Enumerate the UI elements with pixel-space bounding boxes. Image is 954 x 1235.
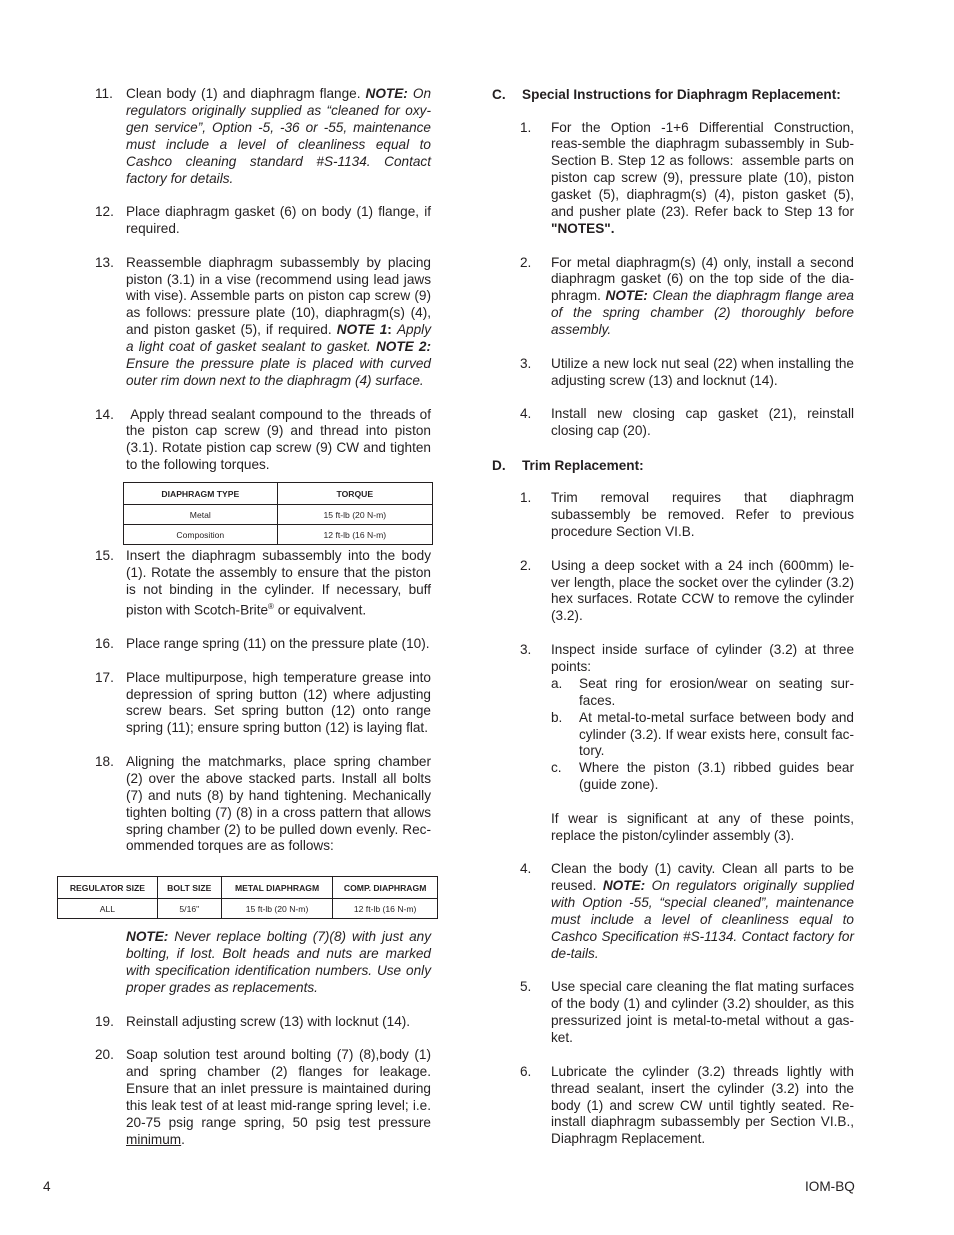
table-row — [124, 505, 433, 525]
step-number: 11. — [95, 86, 113, 101]
step-text: Aligning the matchmarks, place spring chamber (2) over the above stacked parts. Install all bolts (7) and nuts (8) by hand tightening. Mechanically tighten bolting (7) (8) in a cross pattern that allows spring chamber (2) to be pulled down evenly. Rec-ommended torques are as follows: — [126, 753, 431, 854]
section-step-2 — [520, 255, 854, 340]
section-step-1 — [520, 120, 854, 238]
table-row — [124, 525, 433, 545]
step-number: 2. — [520, 254, 532, 270]
step-text: Reassemble diaphragm subassembly by placing piston (3.1) in a vise (recommend using lead jaws with vise). Assemble parts on piston cap screw (9) as follows: pressure plate (10), diaphragm(s) (4), and piston gasket (5), if required. NOTE 1: Apply a light coat of gasket sealant to gasket. NOTE 2: Ensure the pressure plate is placed with curved outer rim down next to the diaphragm (4) surface. — [126, 254, 432, 388]
section-step-4 — [520, 406, 854, 440]
step-text: Utilize a new lock nut seal (22) when installing the adjusting screw (13) and locknut (14). — [551, 355, 854, 388]
step-number: 20. — [95, 1047, 114, 1063]
step-number: 12. — [95, 204, 114, 220]
step-text: Lubricate the cylinder (3.2) threads lightly with thread sealant, insert the cylinder (3.2) into the body (1) and screw CW until tightly seated. Re-install diaphragm subassembly per Section VI.B., Diaphragm Replacement. — [551, 1063, 854, 1147]
section-heading-c — [492, 86, 854, 103]
torque-table — [123, 482, 433, 545]
sub-step-text: Where the piston (3.1) ribbed guides bear (guide zone). — [579, 760, 854, 793]
sub-step — [551, 676, 854, 710]
step-number: 2. — [520, 557, 532, 573]
step-text: Clean body (1) and diaphragm flange. NOTE: On regulators originally supplied as “cleaned for oxy-gen service”, Option -5, -36 or -55, maintenance must include a level of cleanliness equal to Cashco cleaning standard #S-1134. Contact factory for details. — [126, 86, 432, 186]
step-text: Using a deep socket with a 24 inch (600mm) le-ver length, place the socket over the cylinder (3.2) hex surfaces. Rotate CCW to remove the cylinder (3.2). — [551, 557, 854, 624]
step-text: Reinstall adjusting screw (13) with locknut (14). — [126, 1013, 411, 1029]
table-cell: 12 ft-lb (16 N-m) — [277, 525, 432, 545]
step-text: Apply thread sealant compound to the threads of the piston cap screw (9) and thread into piston (3.1). Rotate pistion cap screw (9) CW and tighten to the following torques. — [126, 406, 431, 473]
table-cell: 15 ft-lb (20 N-m) — [277, 505, 432, 525]
step-18 — [95, 754, 431, 855]
right-column — [492, 86, 854, 1165]
section-letter: D. — [492, 457, 506, 473]
step-16 — [95, 636, 431, 653]
step-number: 1. — [520, 490, 532, 506]
step-text: For metal diaphragm(s) (4) only, install a second diaphragm gasket (6) on the top side of the dia-phragm. NOTE: Clean the diaphragm flange area of the spring chamber (2) thoroughly before assembly. — [551, 254, 854, 338]
table-header-cell: BOLT SIZE — [157, 877, 221, 899]
step-text: Clean the body (1) cavity. Clean all parts to be reused. NOTE: On regulators originally supplied with Option -55, “special cleaned”, maintenance must include a level of cleanliness equal to Cashco Specification #S-1134. Contact factory for de-tails. — [551, 861, 854, 961]
step-15 — [95, 548, 431, 619]
table-header-cell: TORQUE — [277, 483, 432, 505]
page-number: 4 — [43, 1179, 51, 1194]
step-followup-text: If wear is significant at any of these points, replace the piston/cylinder assembly (3). — [551, 810, 854, 843]
table-header-cell: COMP. DIAPHRAGM — [333, 877, 438, 899]
step-14 — [95, 407, 431, 475]
section-step-5 — [520, 979, 854, 1047]
table-cell: 15 ft-lb (20 N-m) — [221, 899, 333, 919]
bolt-torque-table — [57, 876, 438, 919]
step-number: 16. — [95, 636, 114, 652]
table-cell: Composition — [124, 525, 278, 545]
step-13 — [95, 255, 431, 390]
step-number: 4. — [520, 861, 532, 877]
step-number: 3. — [520, 355, 532, 371]
step-text: NOTE: Never replace bolting (7)(8) with just any bolting, if lost. Bolt heads and nuts are marked with specification identification numbers. Use only proper grades as replacements. — [126, 929, 431, 996]
left-column — [95, 86, 431, 1165]
step-number: 3. — [520, 641, 532, 657]
sub-step-text: Seat ring for erosion/wear on seating sur-faces. — [579, 675, 854, 708]
section-step-1 — [520, 490, 854, 541]
section-heading-d — [492, 457, 854, 474]
section-title: Special Instructions for Diaphragm Replacement: — [522, 87, 841, 102]
table-header-cell: REGULATOR SIZE — [58, 877, 158, 899]
step-number: 5. — [520, 979, 532, 995]
step-number: 4. — [520, 406, 532, 422]
step-number: 19. — [95, 1013, 114, 1029]
section-step-3 — [520, 356, 854, 390]
document-code: IOM-BQ — [805, 1179, 855, 1194]
section-step-4 — [520, 861, 854, 962]
table-header-cell: METAL DIAPHRAGM — [221, 877, 333, 899]
sub-step-letter: b. — [551, 709, 563, 725]
sub-step-text: At metal-to-metal surface between body and cylinder (3.2). If wear exists here, consult fac-tory. — [579, 709, 854, 759]
table-row — [58, 899, 438, 919]
table-cell: 12 ft-lb (16 N-m) — [333, 899, 438, 919]
section-step-3 — [520, 642, 854, 845]
step-number: 18. — [95, 753, 114, 769]
step-text: Trim removal requires that diaphragm subassembly be removed. Refer to previous procedure Section VI.B. — [551, 490, 854, 540]
sub-step-letter: c. — [551, 760, 562, 776]
step-text: For the Option -1+6 Differential Construction, reas-semble the diaphragm subassembly in Sub-Section B. Step 12 as follows: assemble parts on piston cap screw (9), pressure plate (10), piston gasket (5), diaphragm(s) (4), piston gasket (5), and pusher plate (23). Refer back to Step 13 for "NOTES". — [551, 119, 854, 236]
step-19 — [95, 1014, 431, 1031]
step-11 — [95, 86, 431, 187]
step-text: Place multipurpose, high temperature grease into depression of spring button (12) where adjusting screw bears. Set spring button (12) onto range spring (11); ensure spring button (12) is laying flat. — [126, 669, 431, 736]
table-header-cell: DIAPHRAGM TYPE — [124, 483, 278, 505]
section-steps — [520, 490, 854, 1148]
step-text: Insert the diaphragm subassembly into the body (1). Rotate the assembly to ensure that the piston is not binding in the cylinder. If necessary, buff piston with Scotch-Brite® or equivalvent. — [126, 548, 431, 618]
table-header-row — [58, 877, 438, 899]
step-text: Soap solution test around bolting (7) (8),body (1) and spring chamber (2) flanges for leakage. Ensure that an inlet pressure is maintained during this leak test of at least mid-range spring level; i.e. 20-75 psig range spring, 50 psig test pressure minimum. — [126, 1047, 431, 1147]
step-number: 15. — [95, 548, 114, 564]
bolting-note — [95, 929, 431, 997]
section-letter: C. — [492, 87, 506, 102]
step-text: Use special care cleaning the flat mating surfaces of the body (1) and cylinder (3.2) shoulder, as this pressurized joint is metal-to-metal without a gas-ket. — [551, 979, 854, 1046]
section-title: Trim Replacement: — [522, 457, 644, 473]
step-text: Inspect inside surface of cylinder (3.2) at three points: — [551, 641, 854, 674]
step-12 — [95, 204, 431, 238]
table-cell: Metal — [124, 505, 278, 525]
step-text: Place range spring (11) on the pressure plate (10). — [126, 636, 430, 652]
step-text: Place diaphragm gasket (6) on body (1) flange, if required. — [126, 204, 431, 237]
step-17 — [95, 670, 431, 738]
step-number: 13. — [95, 254, 114, 270]
table-cell: ALL — [58, 899, 158, 919]
step-number: 1. — [520, 119, 532, 135]
step-number: 14. — [95, 406, 114, 422]
table-header-row — [124, 483, 433, 505]
sub-step-letter: a. — [551, 675, 563, 691]
section-steps — [520, 120, 854, 441]
section-step-6 — [520, 1064, 854, 1149]
step-number: 17. — [95, 669, 114, 685]
sub-step — [551, 760, 854, 794]
step-20 — [95, 1047, 431, 1148]
step-text: Install new closing cap gasket (21), reinstall closing cap (20). — [551, 406, 854, 439]
section-step-2 — [520, 558, 854, 626]
sub-step — [551, 710, 854, 761]
step-number: 6. — [520, 1063, 532, 1079]
table-cell: 5/16" — [157, 899, 221, 919]
